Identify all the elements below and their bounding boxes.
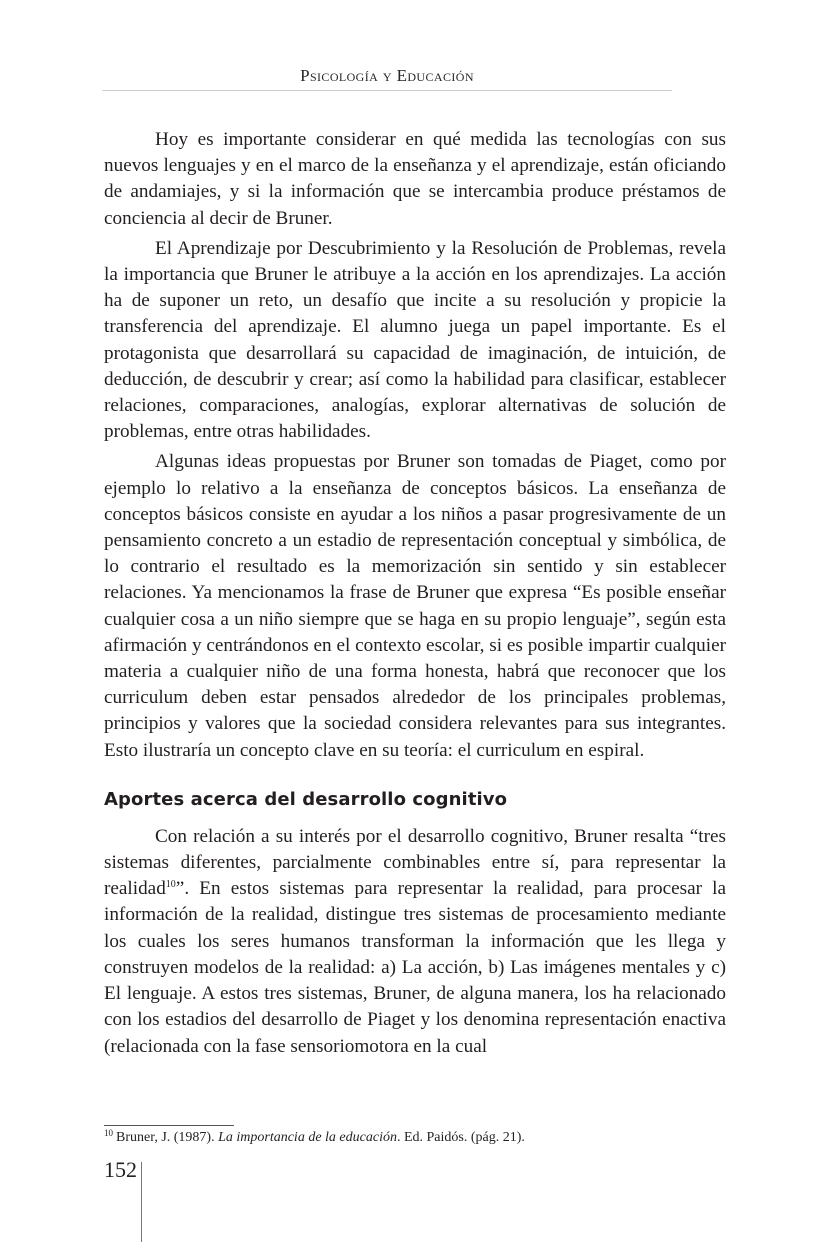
paragraph: El Aprendizaje por Descubrimiento y la Resolución de Problemas, revela la importancia que Bruner le atribuye a la acción en los aprendizajes. La acción ha de suponer un reto, un desafío que incite a su resolución y propicie la transferencia del aprendizaje. El alumno juega un papel importante. Es el protagonista que desarrollará su capacidad de imaginación, de intuición, de deducción, de descubrir y crear; así como la habilidad para clasificar, establecer relaciones, comparaciones, analogías, explorar alternativas de solución de problemas, entre otras habilidades. xyxy=(104,237,726,443)
paragraph xyxy=(104,824,726,1060)
section-heading: Aportes acerca del desarrollo cognitivo xyxy=(104,788,508,810)
footnote-rest: . Ed. Paidós. (pág. 21). xyxy=(396,1130,525,1145)
paragraph: Hoy es importante considerar en qué medida las tecnologías con sus nuevos lenguajes y en el marco de la enseñanza y el aprendizaje, están oficiando de andamiajes, y si la información que se intercambia produce préstamos de conciencia al decir de Bruner. xyxy=(104,129,726,229)
page-body xyxy=(104,127,726,1064)
footnote-author: Bruner, J. (1987). xyxy=(116,1130,215,1145)
footnote-rule xyxy=(104,1125,234,1126)
footnote-number: 10 xyxy=(104,1128,113,1138)
paragraph: Algunas ideas propuestas por Bruner son tomadas de Piaget, como por ejemplo lo relativo a la enseñanza de conceptos básicos. La enseñanza de conceptos básicos consiste en ayudar a los niños a pasar progresivamente de un pensamiento concreto a un estadio de representación conceptual y simbólica, de lo contrario el resultado es la memorización sin sentido y sin establecer relaciones. Ya mencionamos la frase de Bruner que expresa “Es posible enseñar cualquier cosa a un niño siempre que se haga en su propio lenguaje”, según esta afirmación y centrándonos en el contexto escolar, si es posible impartir cualquier materia a cualquier niño de una forma honesta, habrá que reconocer que los curriculum deben estar pensados alrededor de los principales problemas, principios y valores que la sociedad considera relevantes para sus integrantes. Esto ilustraría un concepto clave en su teoría: el curriculum en espiral. xyxy=(104,451,726,761)
page-number: 152 xyxy=(104,1157,137,1182)
footnote-title: La importancia de la educación xyxy=(218,1130,397,1145)
paragraph-text: ”. En estos sistemas para representar la realidad, para procesar la información de la realidad, distingue tres sistemas de procesamiento mediante los cuales los seres humanos transforman la información que les llega y construyen modelos de la realidad: a) La acción, b) Las imágenes mentales y c) El lenguaje. A estos tres sistemas, Bruner, de alguna manera, los ha relacionado con los estadios del desarrollo de Piaget y los denomina representación enactiva (relacionada con la fase sensoriomotora en la cual xyxy=(104,878,726,1057)
header-rule xyxy=(102,90,672,91)
page-number-rule xyxy=(141,1162,142,1242)
footnote-reference[interactable]: 10 xyxy=(165,879,176,891)
footnote xyxy=(104,1129,525,1147)
paragraph-text: Con relación a su interés por el desarrollo cognitivo, Bruner resalta “tres sistemas diferentes, parcialmente combinables entre sí, para representar la realidad xyxy=(104,825,726,900)
running-head: Psicología y Educación xyxy=(300,66,474,85)
